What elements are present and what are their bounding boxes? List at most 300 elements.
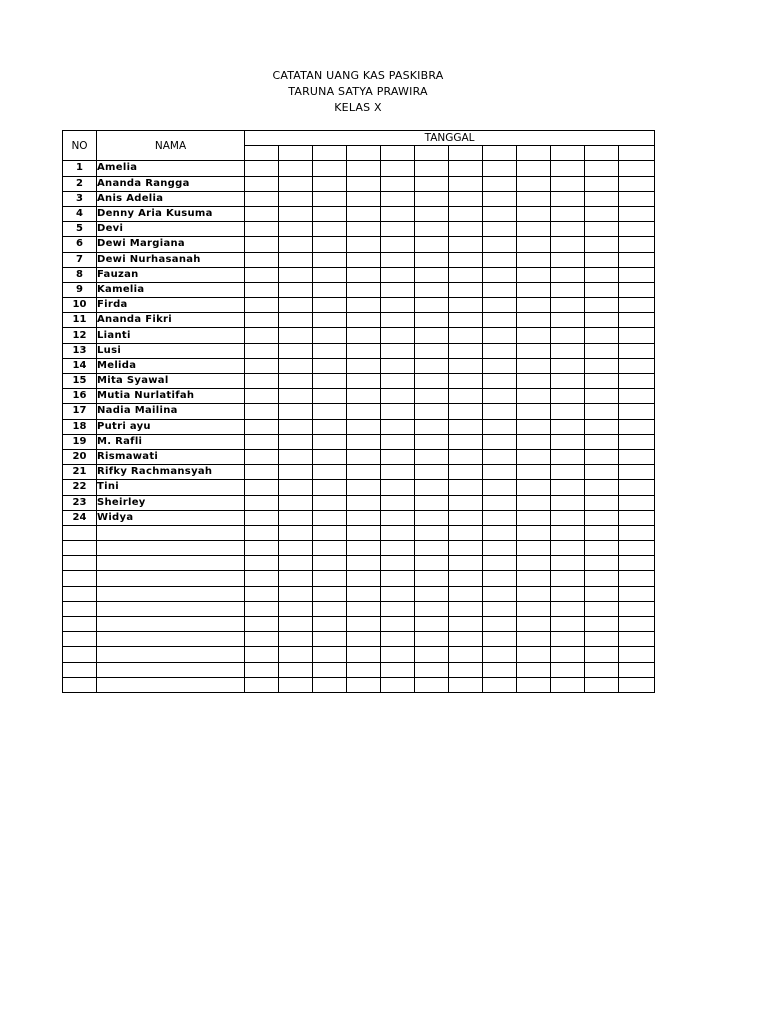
payment-cell [483, 419, 517, 434]
table-row [63, 404, 655, 419]
payment-cell [619, 677, 655, 692]
payment-cell [449, 252, 483, 267]
payment-cell [517, 191, 551, 206]
date-column-cell [279, 146, 313, 161]
payment-cell [517, 662, 551, 677]
payment-cell [313, 480, 347, 495]
payment-cell [449, 541, 483, 556]
row-number-cell [63, 662, 97, 677]
payment-cell [381, 161, 415, 176]
payment-cell [415, 480, 449, 495]
table-row [63, 571, 655, 586]
payment-cell [619, 449, 655, 464]
payment-cell [347, 343, 381, 358]
payment-cell [517, 222, 551, 237]
payment-cell [483, 495, 517, 510]
payment-cell [517, 601, 551, 616]
member-name-cell: Mita Syawal [97, 374, 245, 389]
row-number-cell: 11 [63, 313, 97, 328]
table-row [63, 525, 655, 540]
row-number-cell: 2 [63, 176, 97, 191]
payment-cell [483, 191, 517, 206]
payment-cell [415, 601, 449, 616]
payment-cell [483, 328, 517, 343]
payment-cell [449, 525, 483, 540]
member-name-cell [97, 556, 245, 571]
payment-cell [313, 191, 347, 206]
payment-cell [449, 647, 483, 662]
payment-cell [585, 206, 619, 221]
payment-cell [517, 510, 551, 525]
member-name-cell [97, 525, 245, 540]
table-row [63, 647, 655, 662]
row-number-cell [63, 601, 97, 616]
member-name-cell [97, 632, 245, 647]
date-column-cell [619, 146, 655, 161]
table-row [63, 389, 655, 404]
payment-cell [415, 419, 449, 434]
payment-cell [551, 449, 585, 464]
payment-cell [517, 617, 551, 632]
payment-cell [313, 601, 347, 616]
payment-cell [347, 404, 381, 419]
payment-cell [313, 389, 347, 404]
payment-cell [517, 282, 551, 297]
payment-cell [279, 237, 313, 252]
payment-cell [245, 206, 279, 221]
row-number-cell: 16 [63, 389, 97, 404]
payment-cell [279, 161, 313, 176]
payment-cell [585, 571, 619, 586]
payment-cell [483, 677, 517, 692]
table-row [63, 586, 655, 601]
payment-cell [347, 389, 381, 404]
payment-cell [313, 313, 347, 328]
row-number-cell: 14 [63, 358, 97, 373]
payment-cell [551, 586, 585, 601]
payment-cell [313, 571, 347, 586]
payment-cell [245, 252, 279, 267]
payment-cell [585, 617, 619, 632]
payment-cell [313, 556, 347, 571]
member-name-cell [97, 541, 245, 556]
header-row [63, 131, 655, 146]
payment-cell [483, 601, 517, 616]
payment-cell [483, 617, 517, 632]
payment-cell [347, 662, 381, 677]
payment-cell [585, 191, 619, 206]
payment-cell [415, 191, 449, 206]
payment-cell [551, 389, 585, 404]
payment-cell [279, 358, 313, 373]
payment-cell [245, 328, 279, 343]
payment-cell [415, 374, 449, 389]
payment-cell [449, 571, 483, 586]
row-number-cell: 17 [63, 404, 97, 419]
payment-cell [551, 510, 585, 525]
payment-cell [313, 617, 347, 632]
payment-cell [415, 404, 449, 419]
payment-cell [483, 571, 517, 586]
payment-cell [619, 617, 655, 632]
payment-cell [517, 419, 551, 434]
member-name-cell: Anis Adelia [97, 191, 245, 206]
payment-cell [585, 647, 619, 662]
payment-cell [619, 358, 655, 373]
payment-cell [585, 298, 619, 313]
payment-cell [483, 510, 517, 525]
payment-cell [381, 449, 415, 464]
payment-cell [585, 374, 619, 389]
payment-cell [619, 495, 655, 510]
payment-cell [347, 586, 381, 601]
payment-cell [347, 449, 381, 464]
payment-cell [483, 252, 517, 267]
row-number-cell: 7 [63, 252, 97, 267]
payment-cell [347, 161, 381, 176]
payment-cell [585, 161, 619, 176]
table-row [63, 434, 655, 449]
payment-cell [517, 449, 551, 464]
payment-cell [313, 510, 347, 525]
column-header-tanggal: TANGGAL [245, 131, 655, 146]
payment-cell [279, 328, 313, 343]
payment-cell [517, 541, 551, 556]
payment-cell [449, 358, 483, 373]
date-column-cell [381, 146, 415, 161]
payment-cell [347, 617, 381, 632]
payment-cell [585, 541, 619, 556]
payment-cell [313, 252, 347, 267]
payment-cell [415, 586, 449, 601]
member-name-cell: Melida [97, 358, 245, 373]
payment-cell [347, 358, 381, 373]
payment-cell [483, 343, 517, 358]
payment-cell [517, 358, 551, 373]
payment-cell [245, 267, 279, 282]
payment-cell [347, 480, 381, 495]
payment-cell [585, 480, 619, 495]
row-number-cell: 20 [63, 449, 97, 464]
member-name-cell [97, 617, 245, 632]
payment-cell [245, 662, 279, 677]
payment-cell [347, 176, 381, 191]
payment-cell [245, 374, 279, 389]
payment-cell [279, 374, 313, 389]
payment-cell [313, 632, 347, 647]
payment-cell [381, 237, 415, 252]
payment-cell [415, 328, 449, 343]
payment-cell [347, 541, 381, 556]
payment-cell [551, 328, 585, 343]
payment-cell [619, 419, 655, 434]
payment-cell [245, 556, 279, 571]
payment-cell [415, 449, 449, 464]
table-row [63, 465, 655, 480]
payment-cell [347, 328, 381, 343]
member-name-cell: Mutia Nurlatifah [97, 389, 245, 404]
payment-cell [279, 632, 313, 647]
payment-cell [245, 161, 279, 176]
payment-cell [313, 419, 347, 434]
payment-cell [313, 176, 347, 191]
payment-cell [483, 206, 517, 221]
payment-cell [415, 343, 449, 358]
payment-cell [517, 374, 551, 389]
table-row [63, 358, 655, 373]
payment-cell [449, 434, 483, 449]
payment-cell [415, 541, 449, 556]
member-name-cell: Fauzan [97, 267, 245, 282]
payment-cell [279, 617, 313, 632]
payment-cell [347, 647, 381, 662]
payment-cell [279, 343, 313, 358]
payment-cell [619, 161, 655, 176]
payment-cell [449, 601, 483, 616]
payment-cell [517, 495, 551, 510]
table-row [63, 495, 655, 510]
payment-cell [279, 662, 313, 677]
payment-cell [551, 571, 585, 586]
payment-cell [585, 449, 619, 464]
payment-cell [279, 282, 313, 297]
table-row [63, 328, 655, 343]
payment-cell [381, 510, 415, 525]
payment-cell [619, 571, 655, 586]
payment-cell [381, 222, 415, 237]
payment-cell [517, 677, 551, 692]
member-name-cell: Dewi Margiana [97, 237, 245, 252]
payment-cell [483, 586, 517, 601]
payment-cell [619, 525, 655, 540]
payment-cell [245, 647, 279, 662]
row-number-cell [63, 677, 97, 692]
member-name-cell: Ananda Fikri [97, 313, 245, 328]
payment-cell [279, 434, 313, 449]
payment-cell [483, 222, 517, 237]
payment-cell [619, 206, 655, 221]
payment-cell [585, 662, 619, 677]
payment-cell [449, 632, 483, 647]
payment-cell [517, 176, 551, 191]
payment-cell [381, 647, 415, 662]
payment-cell [347, 677, 381, 692]
row-number-cell: 5 [63, 222, 97, 237]
payment-cell [313, 237, 347, 252]
payment-cell [245, 282, 279, 297]
payment-cell [551, 313, 585, 328]
payment-cell [381, 358, 415, 373]
payment-cell [585, 632, 619, 647]
payment-cell [347, 556, 381, 571]
payment-cell [619, 601, 655, 616]
payment-cell [381, 404, 415, 419]
date-column-cell [449, 146, 483, 161]
date-column-cell [585, 146, 619, 161]
payment-cell [551, 267, 585, 282]
payment-cell [517, 647, 551, 662]
payment-cell [551, 176, 585, 191]
payment-cell [585, 237, 619, 252]
payment-cell [381, 374, 415, 389]
payment-cell [449, 449, 483, 464]
date-column-cell [517, 146, 551, 161]
payment-cell [347, 525, 381, 540]
payment-cell [483, 404, 517, 419]
payment-cell [313, 404, 347, 419]
payment-cell [449, 404, 483, 419]
payment-cell [245, 404, 279, 419]
payment-cell [415, 632, 449, 647]
payment-cell [279, 389, 313, 404]
payment-cell [245, 222, 279, 237]
payment-cell [381, 328, 415, 343]
payment-cell [449, 267, 483, 282]
table-row [63, 374, 655, 389]
payment-cell [449, 495, 483, 510]
payment-cell [347, 313, 381, 328]
payment-cell [415, 267, 449, 282]
title-line-2: TARUNA SATYA PRAWIRA [288, 85, 428, 98]
payment-cell [347, 510, 381, 525]
payment-cell [551, 404, 585, 419]
row-number-cell: 1 [63, 161, 97, 176]
payment-cell [381, 434, 415, 449]
member-name-cell: Kamelia [97, 282, 245, 297]
payment-cell [517, 571, 551, 586]
payment-cell [381, 617, 415, 632]
payment-cell [245, 313, 279, 328]
table-row [63, 343, 655, 358]
payment-cell [313, 586, 347, 601]
payment-cell [517, 586, 551, 601]
payment-cell [415, 617, 449, 632]
payment-cell [483, 374, 517, 389]
payment-cell [619, 480, 655, 495]
payment-cell [245, 677, 279, 692]
payment-cell [619, 662, 655, 677]
payment-cell [619, 556, 655, 571]
table-row [63, 191, 655, 206]
payment-cell [483, 237, 517, 252]
row-number-cell: 9 [63, 282, 97, 297]
payment-cell [449, 480, 483, 495]
member-name-cell [97, 647, 245, 662]
payment-cell [347, 267, 381, 282]
payment-cell [313, 298, 347, 313]
payment-cell [551, 677, 585, 692]
payment-cell [483, 358, 517, 373]
payment-cell [347, 237, 381, 252]
payment-cell [381, 343, 415, 358]
row-number-cell: 8 [63, 267, 97, 282]
payment-cell [449, 677, 483, 692]
payment-cell [415, 313, 449, 328]
date-column-cell [245, 146, 279, 161]
payment-cell [585, 434, 619, 449]
payment-cell [381, 419, 415, 434]
payment-cell [279, 419, 313, 434]
payment-cell [585, 358, 619, 373]
table-row [63, 222, 655, 237]
payment-cell [585, 343, 619, 358]
payment-cell [517, 632, 551, 647]
payment-cell [347, 434, 381, 449]
payment-cell [483, 267, 517, 282]
kas-table [62, 130, 655, 693]
payment-cell [517, 298, 551, 313]
payment-cell [347, 206, 381, 221]
payment-cell [449, 556, 483, 571]
payment-cell [449, 374, 483, 389]
payment-cell [313, 343, 347, 358]
payment-cell [279, 556, 313, 571]
payment-cell [279, 267, 313, 282]
table-row [63, 298, 655, 313]
payment-cell [245, 632, 279, 647]
payment-cell [449, 510, 483, 525]
payment-cell [449, 282, 483, 297]
row-number-cell: 18 [63, 419, 97, 434]
payment-cell [245, 419, 279, 434]
table-row [63, 419, 655, 434]
payment-cell [381, 677, 415, 692]
title-line-1: CATATAN UANG KAS PASKIBRA [272, 69, 444, 82]
payment-cell [483, 556, 517, 571]
payment-cell [483, 662, 517, 677]
payment-cell [585, 282, 619, 297]
payment-cell [381, 632, 415, 647]
payment-cell [449, 586, 483, 601]
payment-cell [551, 206, 585, 221]
payment-cell [483, 632, 517, 647]
payment-cell [279, 404, 313, 419]
payment-cell [381, 525, 415, 540]
payment-cell [245, 343, 279, 358]
payment-cell [483, 389, 517, 404]
payment-cell [347, 571, 381, 586]
payment-cell [381, 176, 415, 191]
payment-cell [517, 480, 551, 495]
payment-cell [381, 480, 415, 495]
row-number-cell: 24 [63, 510, 97, 525]
payment-cell [313, 374, 347, 389]
date-column-cell [415, 146, 449, 161]
payment-cell [517, 465, 551, 480]
row-number-cell: 21 [63, 465, 97, 480]
payment-cell [449, 206, 483, 221]
payment-cell [585, 328, 619, 343]
payment-cell [449, 419, 483, 434]
payment-cell [245, 465, 279, 480]
payment-cell [449, 222, 483, 237]
payment-cell [245, 480, 279, 495]
row-number-cell: 4 [63, 206, 97, 221]
payment-cell [279, 677, 313, 692]
payment-cell [517, 237, 551, 252]
payment-cell [313, 206, 347, 221]
row-number-cell [63, 632, 97, 647]
payment-cell [415, 434, 449, 449]
member-name-cell: Widya [97, 510, 245, 525]
payment-cell [245, 510, 279, 525]
payment-cell [313, 525, 347, 540]
payment-cell [415, 237, 449, 252]
payment-cell [313, 541, 347, 556]
table-row [63, 176, 655, 191]
payment-cell [619, 632, 655, 647]
payment-cell [381, 298, 415, 313]
